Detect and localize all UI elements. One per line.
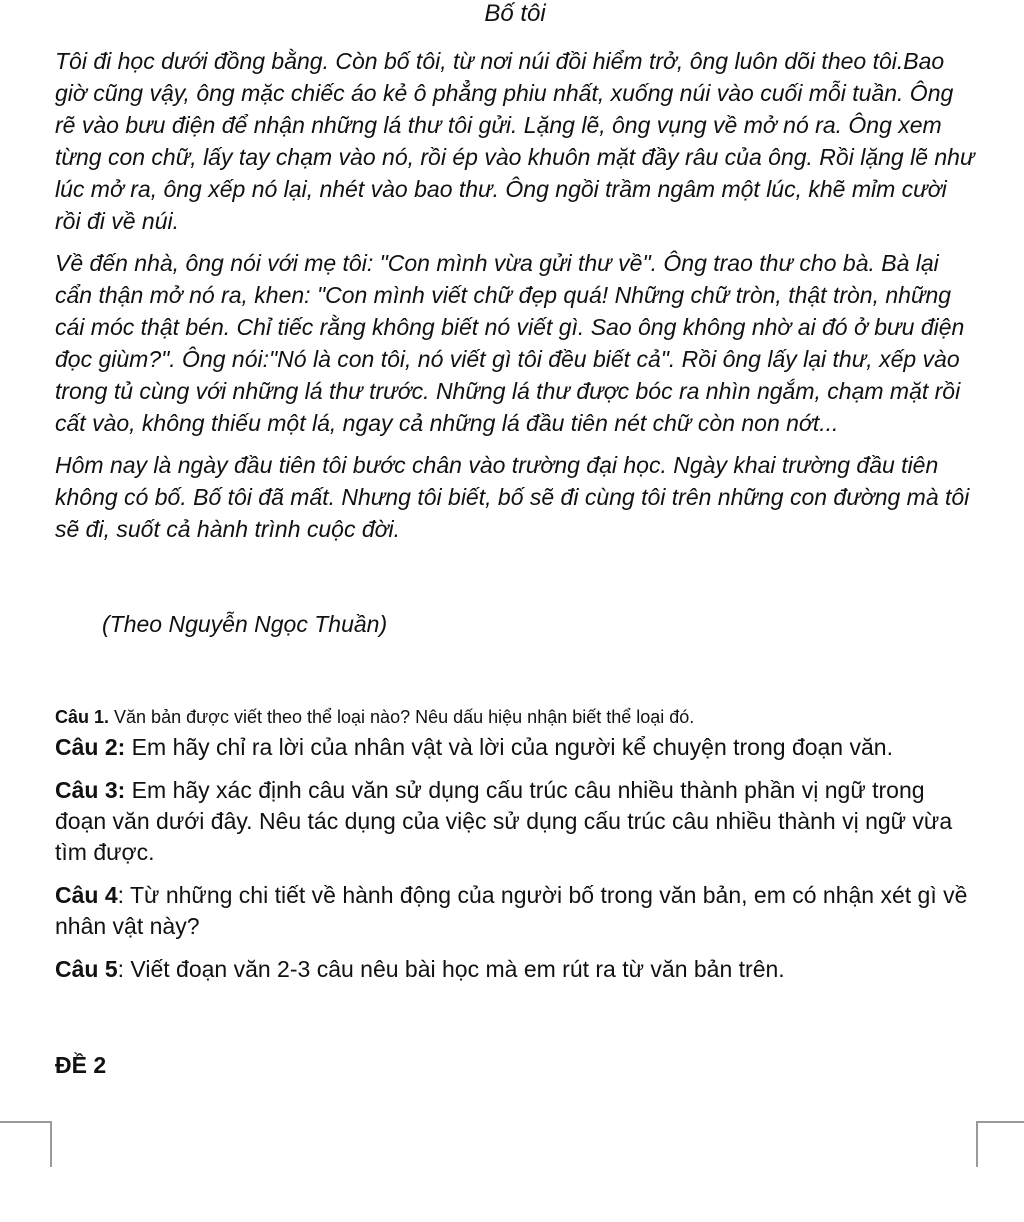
question-2-label: Câu 2:	[55, 734, 126, 760]
question-3-text: Em hãy xác định câu văn sử dụng cấu trúc câu nhiều thành phần vị ngữ trong đoạn văn dưới đây. Nêu tác dụng của việc sử dụng cấu trúc câu nhiều thành vị ngữ vừa tìm được.	[55, 777, 953, 865]
question-4	[55, 880, 975, 942]
story-title: Bố tôi	[484, 0, 546, 27]
story-paragraph-2: Về đến nhà, ông nói với mẹ tôi: "Con mình vừa gửi thư về". Ông trao thư cho bà. Bà lại cẩn thận mở nó ra, khen: "Con mình viết chữ đẹp quá! Những chữ tròn, thật tròn, những cái móc thật bén. Chỉ tiếc rằng không biết nó viết gì. Sao ông không nhờ ai đó ở bưu điện đọc giùm?". Ông nói:"Nó là con tôi, nó viết gì tôi đều biết cả". Rồi ông lấy lại thư, xếp vào trong tủ cùng với những lá thư trước. Những lá thư được bóc ra nhìn ngắm, chạm mặt rồi cất vào, không thiếu một lá, ngay cả những lá đầu tiên nét chữ còn non nớt...	[55, 250, 965, 436]
question-1-text: Văn bản được viết theo thể loại nào? Nêu dấu hiệu nhận biết thể loại đó.	[109, 707, 695, 727]
question-4-label: Câu 4	[55, 882, 118, 908]
question-1-label: Câu 1.	[55, 707, 110, 727]
story-paragraph-3: Hôm nay là ngày đầu tiên tôi bước chân vào trường đại học. Ngày khai trường đầu tiên không có bố. Bố tôi đã mất. Nhưng tôi biết, bố sẽ đi cùng tôi trên những con đường mà tôi sẽ đi, suốt cả hành trình cuộc đời.	[55, 452, 970, 542]
question-3-label: Câu 3:	[55, 777, 126, 803]
question-1	[55, 704, 975, 730]
question-3	[55, 775, 975, 868]
question-5-text: : Viết đoạn văn 2-3 câu nêu bài học mà em rút ra từ văn bản trên.	[117, 956, 785, 982]
question-5-label: Câu 5	[55, 956, 118, 982]
section-heading: ĐỀ 2	[55, 1052, 107, 1078]
story-body	[55, 45, 975, 555]
page-corner-marker-left	[0, 1121, 52, 1167]
question-2	[55, 732, 975, 763]
story-paragraph-1: Tôi đi học dưới đồng bằng. Còn bố tôi, từ nơi núi đồi hiểm trở, ông luôn dõi theo tôi.Bao giờ cũng vậy, ông mặc chiếc áo kẻ ô phẳng phiu nhất, xuống núi vào cuối mỗi tuần. Ông rẽ vào bưu điện để nhận những lá thư tôi gửi. Lặng lẽ, ông vụng về mở nó ra. Ông xem từng con chữ, lấy tay chạm vào nó, rồi ép vào khuôn mặt đầy râu của ông. Rồi lặng lẽ như lúc mở ra, ông xếp nó lại, nhét vào bao thư. Ông ngồi trầm ngâm một lúc, khẽ mỉm cười rồi đi về núi.	[55, 48, 975, 234]
question-list	[55, 704, 975, 997]
page-corner-marker-right	[976, 1121, 1024, 1167]
question-4-text: : Từ những chi tiết về hành động của người bố trong văn bản, em có nhận xét gì về nhân vật này?	[55, 882, 968, 939]
question-2-text: Em hãy chỉ ra lời của nhân vật và lời của người kể chuyện trong đoạn văn.	[125, 734, 893, 760]
story-source: (Theo Nguyễn Ngọc Thuần)	[102, 611, 388, 637]
question-5	[55, 954, 975, 985]
